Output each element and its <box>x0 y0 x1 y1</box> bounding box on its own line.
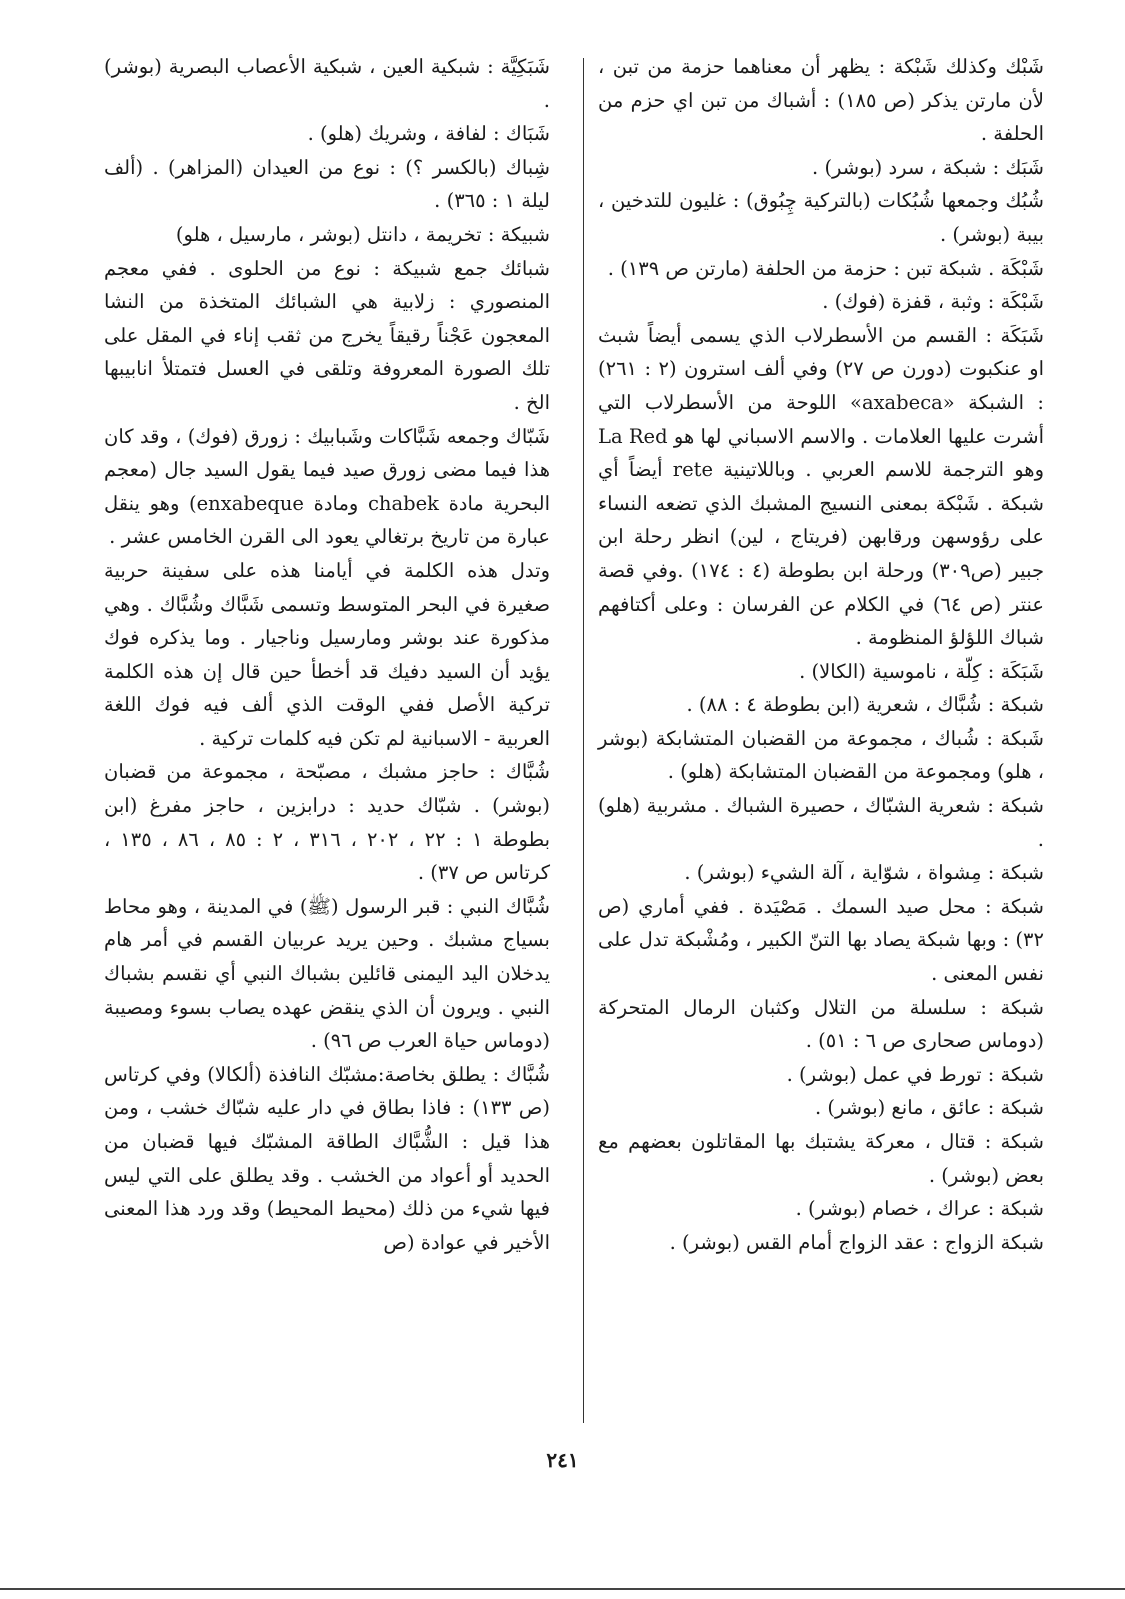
entry-shabaka-shaariya: شبكة : شعرية الشبّاك ، حصيرة الشباك . مشربية (هلو) . <box>598 794 1044 851</box>
entry-shabaka-aiq: شبكة : عائق ، مانع (بوشر) . <box>815 1096 1044 1120</box>
left-column <box>104 50 550 1259</box>
entry-shabaka-qudban: شَبكة : شُباك ، مجموعة من القضبان المتشابكة (بوشر ، هلو) ومجموعة من القضبان المتشابكة (هلو) . <box>598 726 1044 784</box>
entry-shabaka-tilal: شبكة : سلسلة من التلال وكثبان الرمال المتحركة (دوماس صحارى ص ٦ : ٥١) . <box>598 995 1044 1053</box>
entry-shabaka-tawarrut: شبكة : تورط في عمل (بوشر) . <box>786 1062 1044 1086</box>
entry-shabakiyya: شَبَكِيَّة : شبكية العين ، شبكية الأعصاب البصرية (بوشر) . <box>104 55 550 112</box>
entry-shabaka-shubbak: شبكة : شُبَّاك ، شعرية (ابن بطوطة ٤ : ٨٨) . <box>686 693 1044 717</box>
entry-shabk-hazma: شَبْك وكذلك شَبْكة : يظهر أن معناهما حزمة من تبن ، لأن مارتن يذكر (ص ١٨٥) : أشباك من تبن اي حزم من الحلفة . <box>598 55 1044 146</box>
entry-shabak-sard: شَبَك : شبكة ، سرد (بوشر) . <box>812 155 1044 179</box>
entry-shabaka-iraak: شبكة : عراك ، خصام (بوشر) . <box>795 1197 1044 1221</box>
entry-shabkat-zawaj: شبكة الزواج : عقد الزواج أمام القس (بوشر) . <box>669 1230 1044 1254</box>
right-column <box>598 50 1044 1259</box>
entry-shabaka-mishwat: شبكة : مِشواة ، شوّاية ، آلة الشيء (بوشر) . <box>684 861 1044 885</box>
page-bottom-edge <box>0 1588 1125 1590</box>
entry-shabka-tibn: شَبْكَة . شبكة تبن : حزمة من الحلفة (مارتن ص ١٣٩) . <box>607 256 1044 280</box>
entry-shubuk-ghalyun: شُبُك وجمعها شُبُكات (بالتركية چِبُوق) : غليون للتدخين ، بيبة (بوشر) . <box>598 189 1044 246</box>
entry-shabaik-halwa: شبائك جمع شبيكة : نوع من الحلوى . ففي معجم المنصوري : زلابية هي الشبائك المتخذة من النشا المعجون عَجْناً رقيقاً يخرج من ثقب إناء في المقل على تلك الصورة المعروفة وتلقى في العسل فتمتلأ انابيبها الخ . <box>104 256 550 414</box>
entry-shabbak-safina: وتدل هذه الكلمة في أيامنا هذه على سفينة حربية صغيرة في البحر المتوسط وتسمى شَبَّاك وشُبَّاك . وهي مذكورة عند بوشر ومارسيل وناجيار . وما يذكره فوك يؤيد أن السيد دفيك قد أخطأ حين قال إن هذه الكلمة تركية الأصل ففي الوقت الذي ألف فيه فوك اللغة العربية - الاسبانية لم تكن فيه كلمات تركية . <box>104 558 550 750</box>
entry-shubbak-hajiz: شُبَّاك : حاجز مشبك ، مصبّحة ، مجموعة من قضبان (بوشر) . شبّاك حديد : درابزين ، حاجز مفرغ (ابن بطوطة ١ : ٢٢ ، ٢٠٢ ، ٣١٦ ، ٢ : ٨٥ ، ٨٦ ، ١٣٥ ، كرتاس ص ٣٧) . <box>104 760 551 885</box>
entry-shabka-wathba: شَبْكَة : وثبة ، قفزة (فوك) . <box>822 290 1044 314</box>
entry-shubbak-nafidha: شُبَّاك : يطلق بخاصة:مشبّك النافذة (ألكالا) وفي كرتاس (ص ١٣٣) : فاذا بطاق في دار عليه شبّاك خشب ، ومن هذا قيل : الشُّبَّاك الطاقة المشبّك فيها قضبان من الحديد أو أعواد من الخشب . وقد يطلق على التي ليس فيها شيء من ذلك (محيط المحيط) وقد ورد هذا المعنى الأخير في عوادة (ص <box>104 1062 550 1254</box>
entry-shubbak-nabi: شُبَّاك النبي : قبر الرسول (ﷺ) في المدينة ، وهو محاط بسياج مشبك . وحين يريد عربيان القسم في أمر هام يدخلان اليد اليمنى قائلين بشباك النبي أي نقسم بشباك النبي . ويرون أن الذي ينقض عهده يصاب بسوء ومصيبة (دوماس حياة العرب ص ٩٦) . <box>104 894 550 1053</box>
page-number: ٢٤١ <box>546 1448 579 1472</box>
entry-shabaak-lifafa: شَبَاك : لفافة ، وشريك (هلو) . <box>307 122 550 146</box>
entry-shabaka-qital: شبكة : قتال ، معركة يشتبك بها المقاتلون بعضهم مع بعض (بوشر) . <box>598 1130 1044 1187</box>
entry-shabaka-killa: شَبَكَة : كِلّة ، ناموسية (الكالا) . <box>799 659 1044 683</box>
entry-shibaak-idan: شِباك (بالكسر ؟) : نوع من العيدان (المزاهر) . (ألف ليلة ١ : ٣٦٥) . <box>104 155 550 213</box>
entry-shubayka: شبيكة : تخريمة ، دانتل (بوشر ، مارسيل ، هلو) <box>175 222 550 246</box>
entry-shabbak-zawraq: شَبّاك وجمعه شَبَّاكات وشَبابيك : زورق (فوك) ، وقد كان هذا فيما مضى زورق صيد فيما يقول السيد جال (معجم البحرية مادة chabek ومادة enxabeque) وهو ينقل عبارة من تاريخ برتغالي يعود الى القرن الخامس عشر . <box>104 424 550 549</box>
entry-shabaka-astrolabe: شَبَكَة : القسم من الأسطرلاب الذي يسمى أيضاً شبث او عنكبوت (دورن ص ٢٧) وفي ألف استرون (٢ : ٢٦١) : الشبكة «axabeca» اللوحة من الأسطرلاب التي أشرت عليها العلامات . والاسم الاسباني لها هو La Red وهو الترجمة للاسم العربي . وباللاتينية rete أيضاً أي شبكة . شَبْكة بمعنى النسيج المشبك الذي تضعه النساء على رؤوسهن ورقابهن (فريتاج ، لين) انظر رحلة ابن جبير (ص٣٠٩) ورحلة ابن بطوطة (٤ : ١٧٤) .وفي قصة عنتر (ص ٦٤) في الكلام عن الفرسان : وعلى أكتافهم شباك اللؤلؤ المنظومة . <box>598 323 1045 650</box>
entry-shabaka-sayd: شبكة : محل صيد السمك . مَصْيَدة . ففي أماري (ص ٣٢) : وبها شبكة يصاد بها التنّ الكبير ، ومُشْبكة تدل على نفس المعنى . <box>598 894 1044 986</box>
column-divider <box>583 58 584 1423</box>
